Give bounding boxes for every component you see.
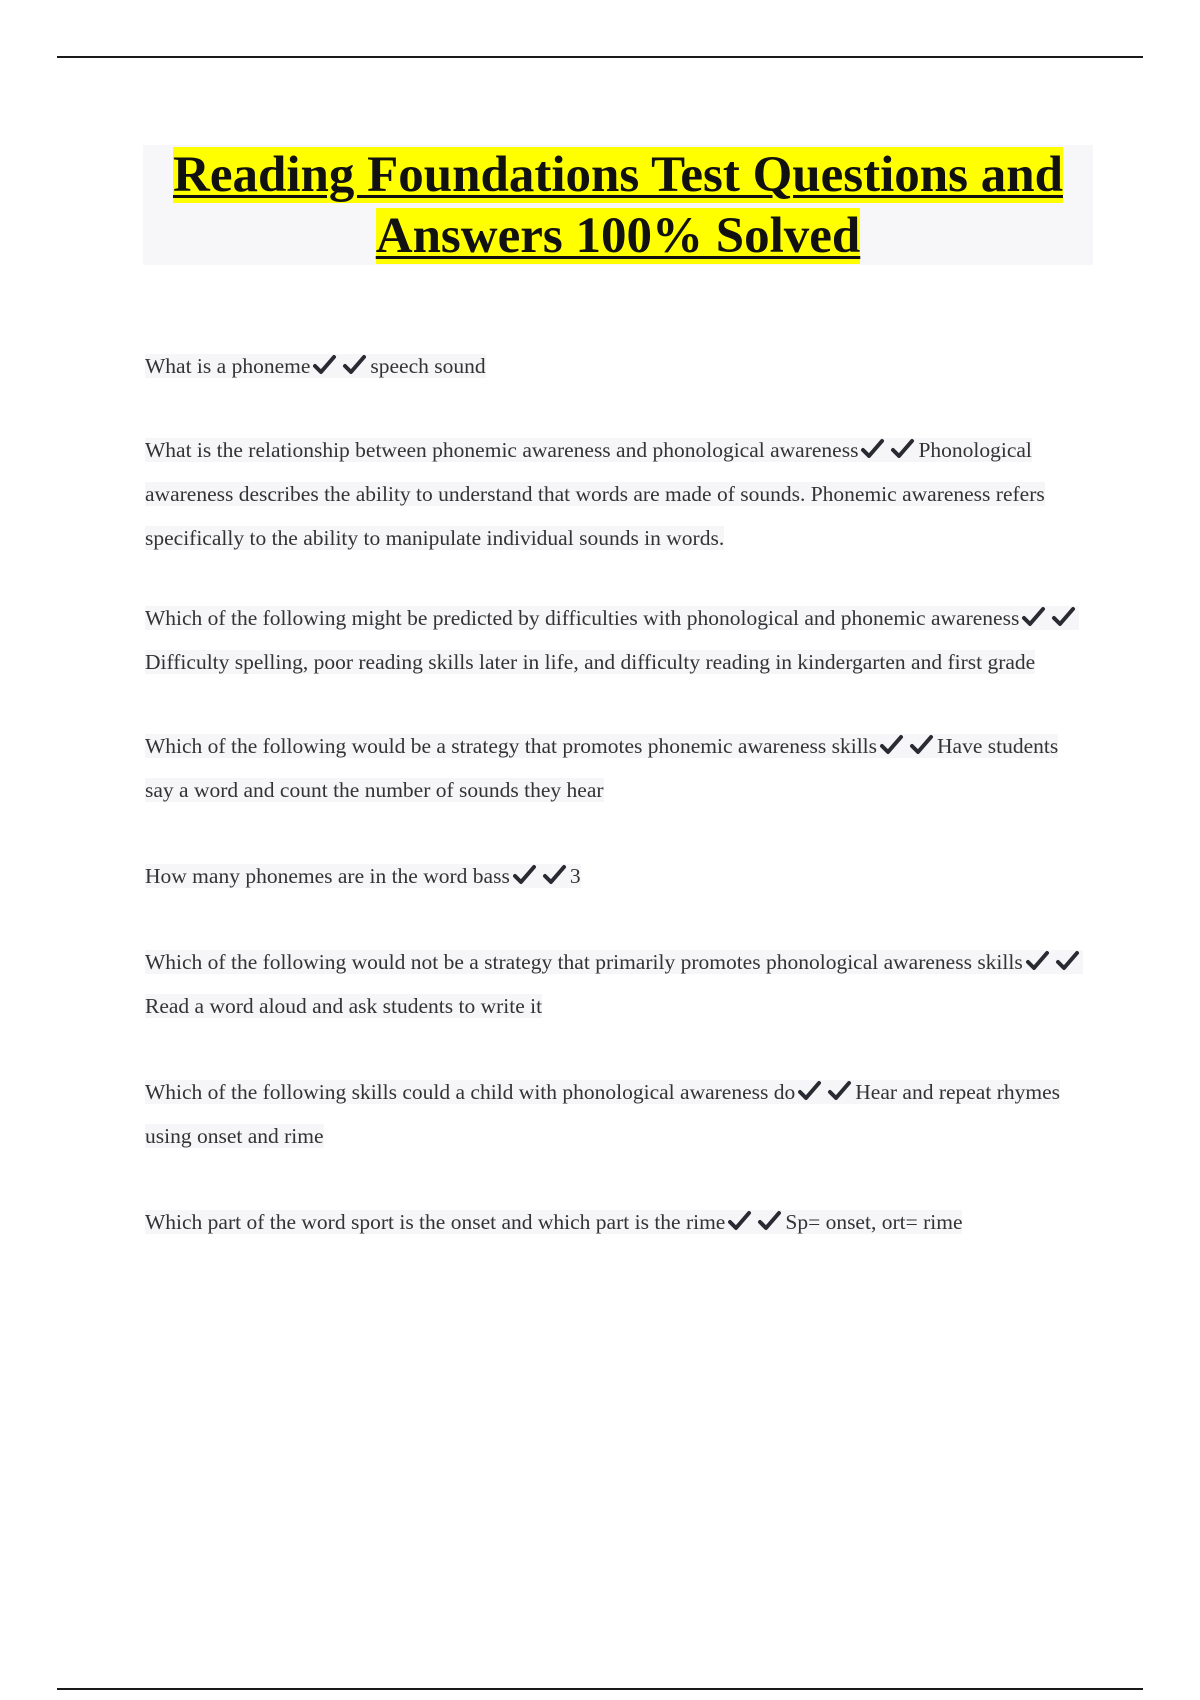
check-icon [1025,950,1051,972]
document-title-line-2: Answers 100% Solved [375,208,861,264]
question-text: What is the relationship between phonemic awareness and phonological awareness [145,438,859,462]
check-icon [1021,606,1047,628]
question-text: Which of the following might be predicted by difficulties with phonological and phonemic awareness [145,606,1020,630]
check-icon [342,354,368,376]
answer-text: Difficulty spelling, poor reading skills later in life, and difficulty reading in kindergarten and first grade [145,650,1036,674]
answer-text: Hear and repeat rhymes using onset and rime [145,1080,1060,1148]
document-title-line-1: Reading Foundations Test Questions and [173,147,1063,203]
answer-text: speech sound [370,354,486,378]
qa-item [145,1200,1085,1244]
check-icon [1055,950,1081,972]
answer-text: 3 [569,864,581,888]
answer-text: Have students say a word and count the number of sounds they hear [145,734,1059,802]
check-icon [797,1080,823,1102]
title-block [143,145,1093,265]
qa-item [145,724,1085,812]
check-icon [757,1210,783,1232]
qa-item [145,1070,1085,1158]
answer-text: Phonological awareness describes the ability to understand that words are made of sounds. Phonemic awareness refers specifically to the ability to manipulate individual sounds in words. [145,438,1045,550]
qa-item [145,596,1085,684]
answer-text: Read a word aloud and ask students to write it [145,994,543,1018]
check-icon [827,1080,853,1102]
check-icon [1051,606,1077,628]
bottom-rule [57,1688,1143,1690]
check-icon [890,438,916,460]
check-icon [727,1210,753,1232]
check-icon [542,864,568,886]
qa-list [145,344,1085,1244]
answer-text: Sp= onset, ort= rime [785,1210,963,1234]
check-icon [860,438,886,460]
question-text: Which of the following would not be a strategy that primarily promotes phonological awareness skills [145,950,1023,974]
question-text: What is a phoneme [145,354,311,378]
qa-item [145,344,1085,388]
qa-item [145,940,1085,1028]
question-text: Which of the following would be a strategy that promotes phonemic awareness skills [145,734,878,758]
qa-item [145,428,1085,560]
question-text: Which part of the word sport is the onset and which part is the rime [145,1210,726,1234]
question-text: Which of the following skills could a child with phonological awareness do [145,1080,796,1104]
check-icon [879,734,905,756]
top-rule [57,56,1143,58]
qa-item [145,854,1085,898]
check-icon [909,734,935,756]
question-text: How many phonemes are in the word bass [145,864,510,888]
check-icon [512,864,538,886]
check-icon [312,354,338,376]
